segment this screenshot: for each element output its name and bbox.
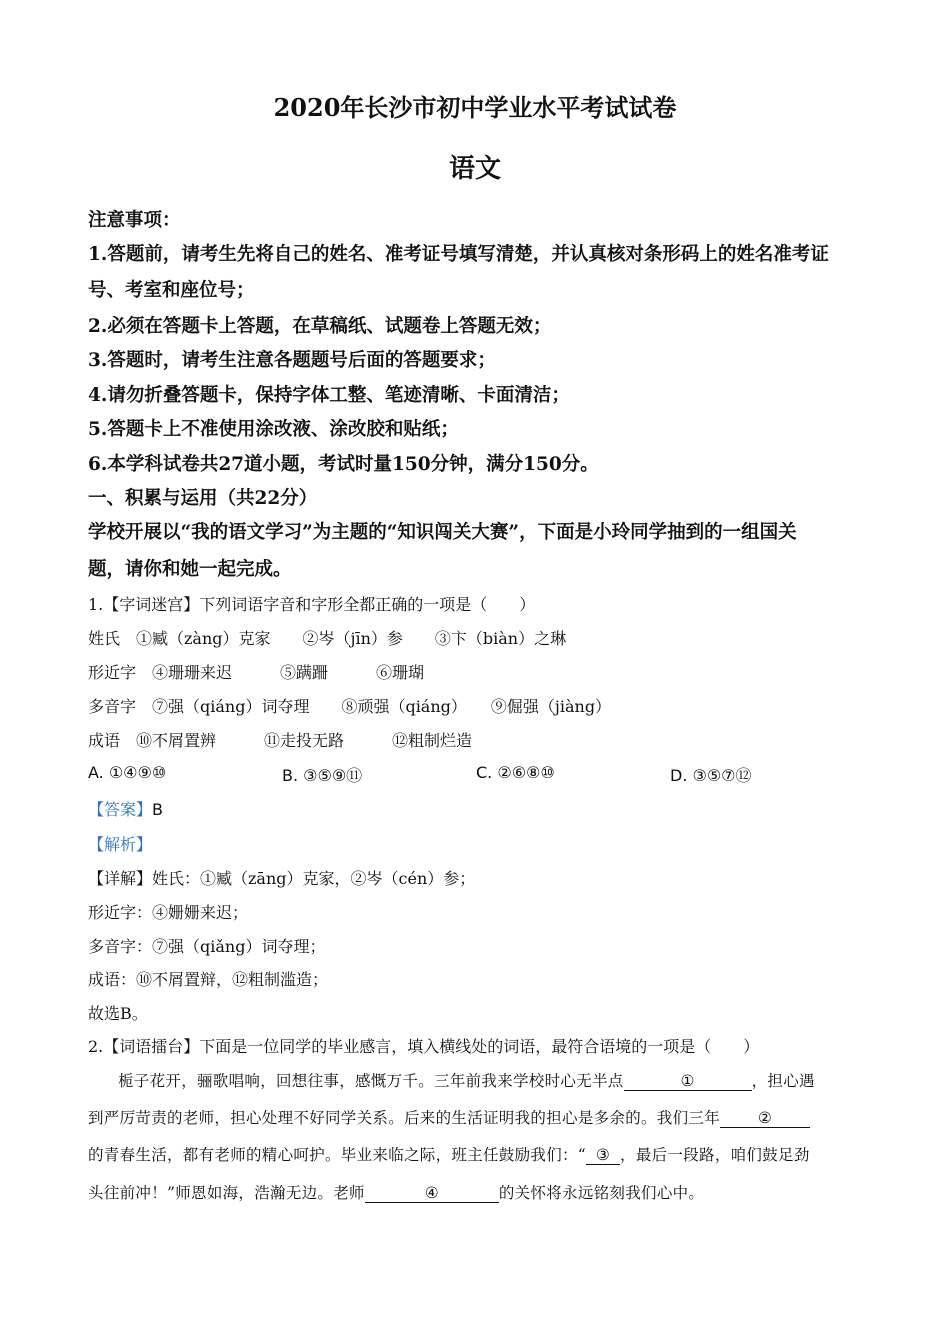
- detail-line: 成语：⑩不屑置辩，⑫粗制滥造；: [88, 970, 329, 989]
- exam-title: 2020年长沙市初中学业水平考试试卷: [273, 93, 677, 122]
- passage-text: ，最后一段路，咱们鼓足劲: [620, 1146, 810, 1164]
- notice-item: 1.答题前，请考生先将自己的姓名、准考证号填写清楚，并认真核对条形码上的姓名准考证: [88, 244, 829, 265]
- notice-item: 4.请勿折叠答题卡，保持字体工整、笔迹清晰、卡面清洁；: [88, 385, 570, 406]
- option-a: A. ①④⑨⑩: [88, 763, 167, 782]
- passage-text: 头往前冲！”师恩如海，浩瀚无边。老师: [88, 1184, 365, 1202]
- passage-text: 的关怀将永远铭刻我们心中。: [498, 1184, 705, 1202]
- detail-line: 形近字：④姗姗来迟；: [88, 903, 249, 922]
- passage-text: 栀子花开，骊歌唱响，回想往事，感慨万千。三年前我来学校时心无半点: [118, 1072, 624, 1090]
- section-intro: 学校开展以“我的语文学习”为主题的“知识闯关大赛”，下面是小玲同学抽到的一组国关: [88, 522, 797, 543]
- notice-item: 6.本学科试卷共27道小题，考试时量150分钟，满分150分。: [88, 454, 599, 475]
- option-b: B. ③⑤⑨⑪: [282, 766, 363, 785]
- passage-text: ，担心遇: [751, 1072, 815, 1090]
- detail-line: 故选B。: [88, 1004, 148, 1023]
- passage-line: [88, 1143, 810, 1165]
- question-1-row: 姓氏 ①臧（zàng）克家 ②岑（jīn）参 ③卞（biàn）之琳: [88, 629, 567, 648]
- subject-title: 语文: [448, 154, 501, 184]
- detail-line: 多音字：⑦强（qiǎng）词夺理；: [88, 937, 326, 956]
- passage-line: [88, 1181, 704, 1203]
- notice-heading: 注意事项：: [88, 210, 181, 231]
- notice-item: 5.答题卡上不准使用涂改液、涂改胶和贴纸；: [88, 419, 459, 440]
- answer-line: [88, 797, 163, 820]
- question-2-stem: 2.【词语擂台】下面是一位同学的毕业感言，填入横线处的词语，最符合语境的一项是（ ）: [88, 1037, 760, 1056]
- option-d: D. ③⑤⑦⑫: [670, 766, 752, 785]
- answer-value: B: [152, 800, 163, 819]
- passage-line: [88, 1106, 810, 1128]
- question-1-row: 形近字 ④珊珊来迟 ⑤蹒跚 ⑥珊瑚: [88, 663, 425, 682]
- analysis-tag: 【解析】: [88, 835, 153, 854]
- passage-line: [118, 1069, 815, 1091]
- blank-2: ②: [720, 1109, 810, 1128]
- question-1-stem: 1.【字词迷宫】下列词语字音和字形全都正确的一项是（ ）: [88, 595, 536, 614]
- option-c: C. ②⑥⑧⑩: [476, 763, 555, 782]
- passage-text: 的青春生活，都有老师的精心呵护。毕业来临之际，班主任鼓励我们：“: [88, 1146, 587, 1164]
- notice-item: 号、考室和座位号；: [88, 280, 255, 301]
- answer-tag: 【答案】: [88, 800, 153, 819]
- blank-3: ③: [586, 1146, 620, 1165]
- notice-item: 2.必须在答题卡上答题，在草稿纸、试题卷上答题无效；: [88, 316, 552, 337]
- blank-4: ④: [365, 1184, 499, 1203]
- blank-1: ①: [624, 1072, 752, 1091]
- question-1-row: 成语 ⑩不屑置辨 ⑪走投无路 ⑫粗制烂造: [88, 731, 473, 750]
- section-heading: 一、积累与运用（共22分）: [88, 488, 318, 509]
- passage-text: 到严厉苛责的老师，担心处理不好同学关系。后来的生活证明我的担心是多余的。我们三年: [88, 1109, 721, 1127]
- section-intro: 题，请你和她一起完成。: [88, 559, 292, 580]
- detail-line: 【详解】姓氏：①臧（zāng）克家，②岑（cén）参；: [88, 869, 476, 888]
- notice-item: 3.答题时，请考生注意各题题号后面的答题要求；: [88, 350, 496, 371]
- question-1-row: 多音字 ⑦强（qiáng）词夺理 ⑧顽强（qiáng） ⑨倔强（jiàng）: [88, 697, 612, 716]
